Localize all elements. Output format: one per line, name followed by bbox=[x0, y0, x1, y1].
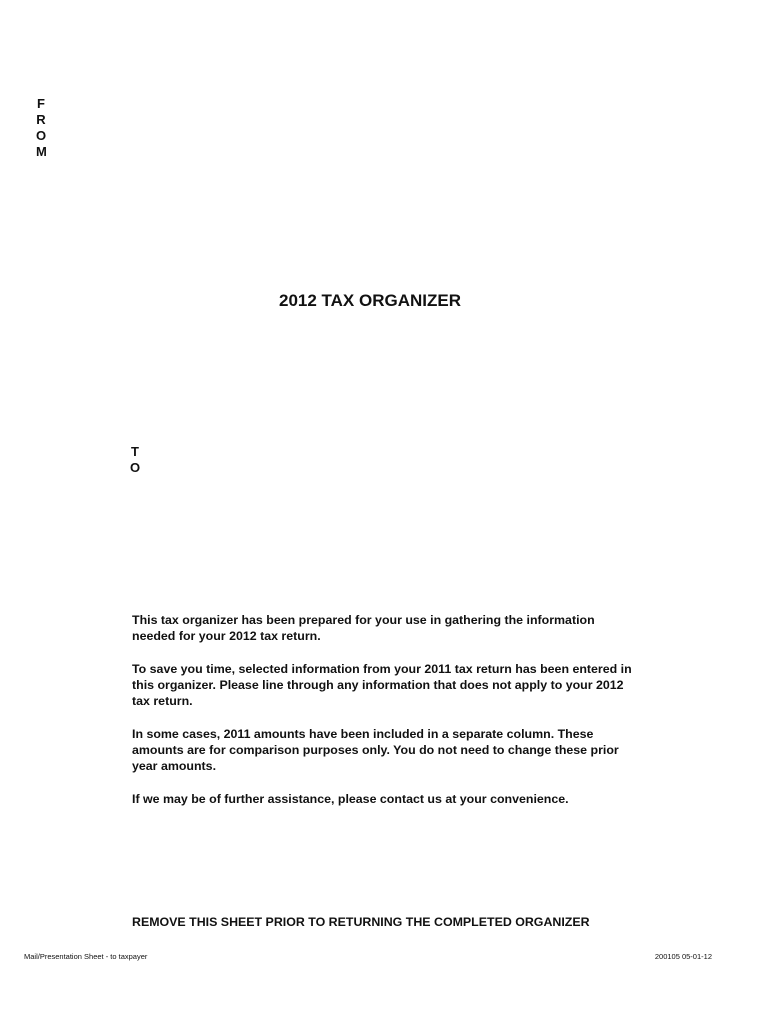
from-label bbox=[36, 96, 46, 160]
from-letter: O bbox=[36, 128, 47, 143]
from-letter: M bbox=[36, 144, 47, 159]
footer-form-code: 200105 05-01-12 bbox=[654, 952, 712, 961]
to-label bbox=[130, 444, 140, 476]
instruction-paragraph: If we may be of further assistance, please contact us at your convenience. bbox=[132, 792, 569, 806]
instructions-text bbox=[132, 612, 632, 824]
instruction-paragraph: This tax organizer has been prepared for your use in gathering the information needed for your 2012 tax return. bbox=[132, 613, 595, 643]
footer-form-name: Mail/Presentation Sheet - to taxpayer bbox=[24, 952, 148, 961]
page-title: 2012 TAX ORGANIZER bbox=[278, 291, 461, 310]
to-letter: T bbox=[131, 444, 139, 459]
from-letter: F bbox=[37, 96, 45, 111]
instruction-paragraph: To save you time, selected information from your 2011 tax return has been entered in this organizer. Please line through any information that does not apply to your 2012 tax return. bbox=[132, 662, 632, 708]
instruction-paragraph: In some cases, 2011 amounts have been included in a separate column. These amounts are for comparison purposes only. You do not need to change these prior year amounts. bbox=[132, 727, 619, 773]
from-letter: R bbox=[36, 112, 46, 127]
to-letter: O bbox=[130, 460, 141, 475]
remove-sheet-notice: REMOVE THIS SHEET PRIOR TO RETURNING THE COMPLETED ORGANIZER bbox=[132, 915, 590, 929]
